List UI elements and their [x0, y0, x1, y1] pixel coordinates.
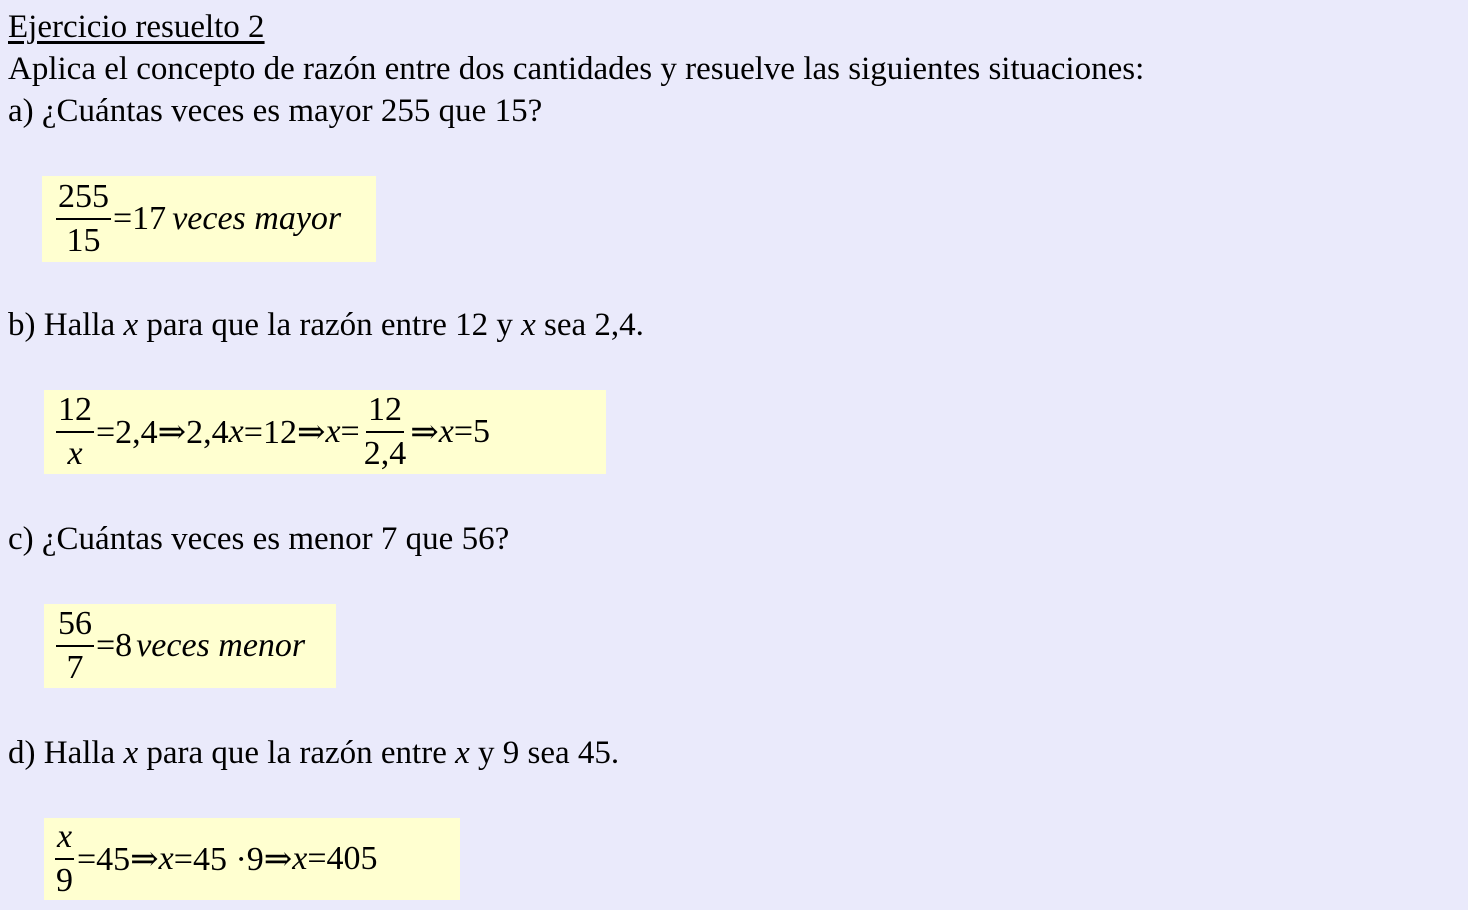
- answer-c-words: veces menor: [136, 627, 306, 664]
- variable-x: x: [228, 413, 244, 450]
- question-d-var: x: [123, 735, 139, 771]
- fraction-numerator: x: [55, 820, 74, 860]
- question-a: a) ¿Cuántas veces es mayor 255 que 15?: [8, 93, 543, 129]
- answer-a-box: [42, 176, 376, 262]
- fraction-denominator: 15: [66, 222, 101, 259]
- fraction-denominator: 7: [66, 649, 84, 686]
- question-d-mid2: y 9 sea 45.: [469, 735, 620, 771]
- equation-segment: ⇒: [410, 414, 439, 451]
- question-b-post: sea 2,4.: [535, 307, 644, 343]
- fraction-numerator: 56: [56, 607, 94, 647]
- answer-c-box: [44, 604, 336, 688]
- fraction-x-9: [54, 820, 75, 898]
- fraction-numerator: 12: [366, 393, 404, 433]
- question-b-var: x: [123, 307, 139, 343]
- variable-x: x: [292, 840, 308, 877]
- fraction-numerator: 12: [56, 393, 94, 433]
- variable-x: x: [325, 413, 341, 450]
- answer-a-words: veces mayor: [172, 200, 342, 237]
- exercise-title: Ejercicio resuelto 2: [8, 9, 265, 45]
- fraction-56-7: [56, 607, 94, 685]
- fraction-255-15: [56, 180, 111, 258]
- question-b: [8, 305, 644, 345]
- exercise-intro: Aplica el concepto de razón entre dos cantidades y resuelve las siguientes situaciones:: [8, 51, 1145, 87]
- fraction-12-2-4: [362, 393, 409, 471]
- question-d-var-2: x: [455, 735, 470, 771]
- question-b-var-2: x: [521, 307, 536, 343]
- fraction-denominator: 2,4: [363, 435, 407, 472]
- question-d: [8, 733, 619, 773]
- equation-segment: =12⇒: [243, 414, 326, 451]
- fraction-denominator: 9: [56, 862, 73, 899]
- question-b-pre: b) Halla: [8, 307, 124, 343]
- fraction-denominator: x: [67, 435, 83, 472]
- answer-d-box: [44, 818, 460, 900]
- fraction-12-x: [56, 393, 94, 471]
- question-d-pre: d) Halla: [8, 735, 124, 771]
- equation-segment: =5: [453, 413, 490, 450]
- question-b-mid: para que la razón entre 12 y: [138, 307, 522, 343]
- answer-b-box: [44, 390, 606, 474]
- equation-segment: =405: [307, 840, 378, 877]
- equation-segment: =2,4⇒2,4: [96, 414, 229, 451]
- equation-segment: =: [340, 413, 360, 450]
- variable-x: x: [158, 840, 174, 877]
- fraction-numerator: 255: [56, 180, 111, 220]
- answer-c-result: =8: [96, 627, 133, 664]
- equation-segment: =45 ·9⇒: [173, 841, 293, 878]
- variable-x: x: [438, 413, 454, 450]
- equation-segment: =45⇒: [77, 841, 159, 878]
- answer-a-result: =17: [113, 200, 167, 237]
- question-c: c) ¿Cuántas veces es menor 7 que 56?: [8, 521, 510, 557]
- question-d-mid: para que la razón entre: [138, 735, 456, 771]
